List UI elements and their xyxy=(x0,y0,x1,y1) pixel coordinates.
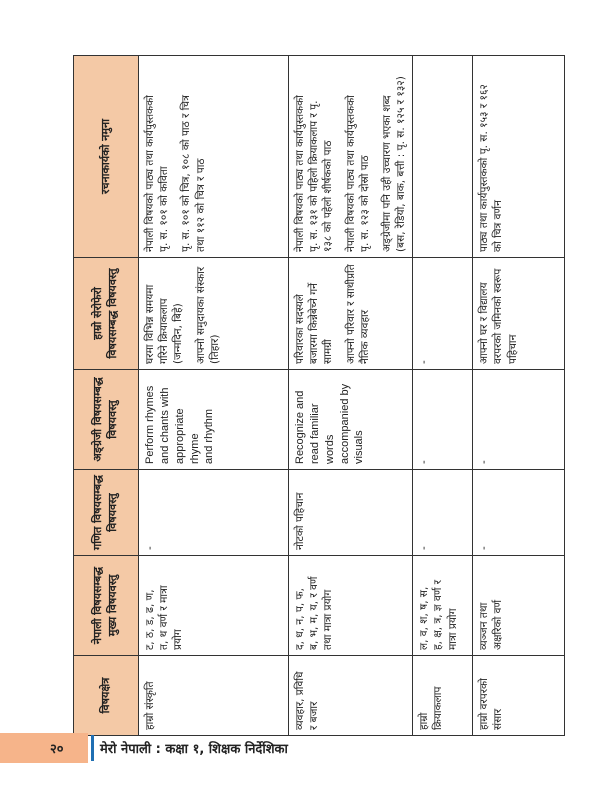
cell-text-line: गरिने क्रियाकलाप xyxy=(158,298,171,364)
cell-text-line: पृ. स. १०१ को कविता xyxy=(158,166,171,252)
table-header-row xyxy=(74,56,139,736)
cell-text-line: पृ. स. १२३ को दोस्रो पाठ xyxy=(358,155,371,252)
header-english: अङ्ग्रेजी विषयसम्बद्ध विषयवस्तु xyxy=(74,370,139,470)
footer-accent-block xyxy=(0,733,88,763)
cell-text-line: पाठ्य तथा कार्यपुस्तकको पृ. स. १५३ र १६२ xyxy=(478,84,491,252)
cell-text-line: घरमा विभिन्न समयमा xyxy=(144,284,156,364)
line-gap xyxy=(417,61,425,252)
cell-text-line: ह, क्ष, त्र, ज्ञ वर्ण र xyxy=(432,579,445,650)
cell-text-line: - xyxy=(478,546,491,550)
cell-text-line: मात्रा प्रयोग xyxy=(446,608,459,650)
footer-divider-bar xyxy=(91,735,94,761)
cell-text-line: व्यवहार, प्रविधि xyxy=(294,671,306,730)
cell-text-line: हाम्रो वरपरको xyxy=(478,678,491,730)
cell-serofero xyxy=(473,258,565,370)
cell-math xyxy=(289,470,413,556)
cell-text-line: प्रयोग xyxy=(172,629,185,650)
cell-text-line: अङ्ग्रेजीमा पनि उही उच्चारण भएका शब्द xyxy=(380,95,393,252)
cell-text-line: नोटको पहिचान xyxy=(294,492,306,550)
cell-math xyxy=(139,470,289,556)
cell-text-line: हाम्रो संस्कृति xyxy=(144,681,156,730)
table-row xyxy=(289,56,413,736)
cell-text-line: तथा मात्रा प्रयोग xyxy=(322,589,335,650)
cell-text-line: १३८ को पहेलो शीर्षकको पाठ xyxy=(322,140,335,252)
cell-text-line: आफ्नो समुदायका संस्कार xyxy=(194,266,207,364)
cell-area xyxy=(139,656,289,736)
cell-text-line: नेपाली विषयको पाठ्य तथा कार्यपुस्तकको xyxy=(144,95,156,252)
cell-text-line: and chants with xyxy=(158,387,171,464)
header-math: गणित विषयसम्बद्ध विषयवस्तु xyxy=(74,470,139,556)
cell-text-line: (जन्मदिन, बिहे) xyxy=(172,303,185,364)
cell-text-line: पृ. स. १३१ को पहिलो क्रियाकलाप र पृ. xyxy=(308,100,321,252)
cell-text-line: Perform rhymes xyxy=(144,385,156,464)
line-gap xyxy=(336,263,344,364)
cell-text-line: visuals xyxy=(353,430,366,464)
cell-text-line: read familiar words xyxy=(308,403,336,464)
cell-text-line: व्यञ्जन तथा xyxy=(478,602,491,650)
cell-area xyxy=(473,656,565,736)
table-body xyxy=(139,56,565,736)
cell-text-line: ल, व, श, ष, स, xyxy=(418,586,431,650)
line-gap xyxy=(336,61,344,252)
cell-text-line: Recognize and xyxy=(294,390,306,464)
cell-text-line: and rhythm xyxy=(203,408,216,464)
cell-nepali xyxy=(289,556,413,656)
cell-text-line: - xyxy=(144,546,156,550)
cell-area xyxy=(413,656,473,736)
cell-serofero xyxy=(413,258,473,370)
cell-text-line: appropriate rhyme xyxy=(173,408,201,464)
subject-table xyxy=(73,55,565,736)
cell-text-line: पहिचान xyxy=(506,334,519,364)
cell-text-line: त, थ वर्ण र मात्रा xyxy=(158,585,171,650)
cell-nepali xyxy=(413,556,473,656)
cell-text-line: (तिहार) xyxy=(208,334,221,364)
cell-text-line: ट, ठ, ड, ढ, ण, xyxy=(144,589,156,650)
cell-english xyxy=(289,370,413,470)
cell-sample xyxy=(139,56,289,258)
cell-text-line: - xyxy=(478,460,491,464)
header-serofero: हाम्रो सेरोफेरो विषयसम्बद्ध विषयवस्तु xyxy=(74,258,139,370)
cell-text-line: - xyxy=(418,460,431,464)
header-nepali: नेपाली विषयसम्बद्ध मुख्य विषयवस्तु xyxy=(74,556,139,656)
cell-text-line: हाम्रो xyxy=(418,712,431,730)
cell-text-line: accompanied by xyxy=(338,383,351,464)
cell-text-line: (बस, रेडियो, बाक, बत्ती : पृ. स. १२५ र १३२) xyxy=(395,76,408,252)
header-area: विषयक्षेत्र xyxy=(74,656,139,736)
cell-text-line: नेपाली विषयको पाठ्य तथा कार्यपुस्तकको xyxy=(344,95,357,252)
cell-nepali xyxy=(473,556,565,656)
cell-text-line: र बजार xyxy=(308,701,321,730)
cell-text-line: सामग्री xyxy=(322,339,335,364)
cell-text-line: नेपाली विषयको पाठ्य तथा कार्यपुस्तकको xyxy=(294,95,306,252)
page-number: २० xyxy=(50,742,64,757)
cell-text-line: क्रियाकलाप xyxy=(432,686,445,730)
cell-text-line: संसार xyxy=(492,708,505,730)
cell-english xyxy=(139,370,289,470)
cell-sample xyxy=(473,56,565,258)
line-gap xyxy=(171,61,179,252)
cell-text-line: वरपरको जमिनको स्वरूप xyxy=(492,268,505,364)
cell-text-line: ब, भ, म, य, र वर्ण xyxy=(308,576,321,650)
line-gap xyxy=(372,61,380,252)
cell-math xyxy=(473,470,565,556)
cell-nepali xyxy=(139,556,289,656)
header-sample: रचनाकार्यको नमुना xyxy=(74,56,139,258)
page-footer xyxy=(0,733,596,763)
cell-text-line: तथा ११२ को चित्र र पाठ xyxy=(194,158,207,252)
book-title: मेरो नेपाली : कक्षा १, शिक्षक निर्देशिका xyxy=(100,742,288,757)
cell-text-line: आफ्नो घर र विद्यालय xyxy=(478,282,491,364)
cell-text-line: अक्षरिको वर्ण xyxy=(492,599,505,650)
table-row xyxy=(413,56,473,736)
cell-english xyxy=(413,370,473,470)
rotated-table-wrapper xyxy=(73,56,519,736)
cell-text-line: नैतिक व्यवहार xyxy=(358,309,371,364)
cell-area xyxy=(289,656,413,736)
table-row xyxy=(473,56,565,736)
cell-sample xyxy=(289,56,413,258)
cell-text-line: द, ध, न, प, फ, xyxy=(294,588,306,650)
cell-text-line: को चित्र वर्णन xyxy=(492,200,505,252)
cell-text-line: - xyxy=(418,360,431,364)
cell-text-line: - xyxy=(418,546,431,550)
cell-text-line: बजारमा किन्नेबेच्ने गर्ने xyxy=(308,283,321,364)
cell-sample xyxy=(413,56,473,258)
cell-serofero xyxy=(289,258,413,370)
cell-text-line: आफ्नो परिवार र साथीप्रति xyxy=(344,264,357,364)
cell-english xyxy=(473,370,565,470)
line-gap xyxy=(186,263,194,364)
cell-text-line: परिवारका सदस्यले xyxy=(294,294,306,364)
cell-math xyxy=(413,470,473,556)
cell-text-line: पृ. स. १०१ को चित्र, १०८ को पाठ र चित्र xyxy=(180,95,193,252)
table-row xyxy=(139,56,289,736)
cell-serofero xyxy=(139,258,289,370)
